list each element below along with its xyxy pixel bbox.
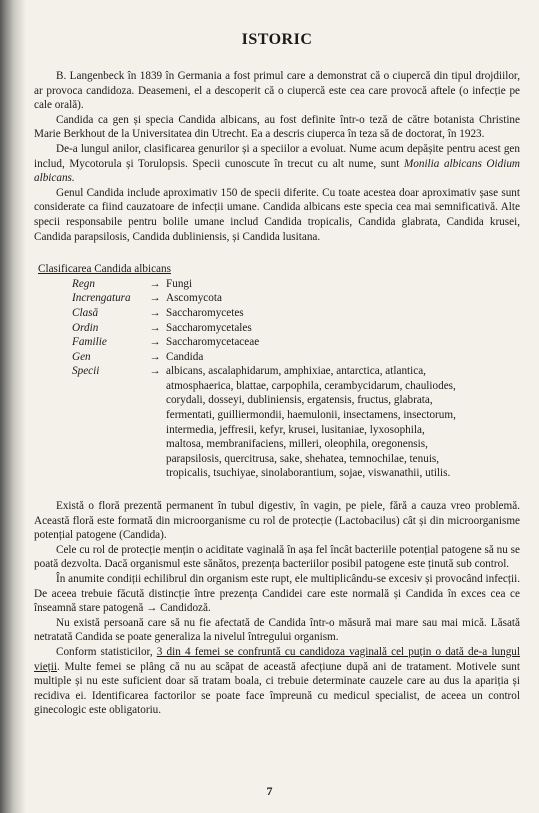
paragraph-statistics [34, 645, 520, 718]
paragraph-everyone-affected: Nu există persoană care să nu fie afectată de Candida într-o măsură mai mare sau mai mică. Lăsată netratată Candida se poate generaliza la nivelul întregului organism. [34, 616, 520, 644]
paragraph-protection: Cele cu rol de protecție mențin o aciditate vaginală în așa fel încât bacteriile potențial patogene să nu se poată dezvolta. Dacă organismul este sănătos, prezența bacteriilor posibil patogene este ținută sub control. [34, 543, 520, 571]
classification-row [34, 277, 520, 292]
classification-row-species [34, 364, 520, 481]
arrow-icon: → [149, 277, 161, 290]
statistics-start: Conform statisticilor, [56, 645, 157, 658]
rank-label: Specii [72, 365, 100, 378]
classification-block [34, 262, 520, 481]
paragraph-genus-species: Genul Candida include aproximativ 150 de specii diferite. Cu toate acestea doar aproximativ șase sunt considerate ca fiind cauzatoare de infecții umane. Candida albicans este specia cea mai semnificativă. Alte specii responsabile pentru bolile umane includ Candida tropicalis, Candida glabrata, Candida krusei, Candida parapsilosis, Candida dubliniensis, și Candida lusitana. [34, 186, 520, 243]
rank-label: Regn [72, 277, 95, 290]
paragraph-langenbeck: B. Langenbeck în 1839 în Germania a fost primul care a demonstrat că o ciupercă din tipul drojdiilor, ar provoca candidoza. Deasemeni, el a descoperit că o ciupercă este cea care provocă aftele (o infecție pe cale orală). [34, 70, 520, 112]
rank-value: Saccharomycetaceae [166, 336, 260, 349]
arrow-icon: → [149, 292, 161, 305]
rank-label: Clasă [72, 306, 99, 319]
arrow-icon: → [149, 350, 161, 363]
classification-title: Clasificarea Candida albicans [38, 263, 171, 276]
rank-label: Increngatura [72, 292, 131, 305]
arrow-icon: → [149, 365, 161, 378]
rank-value: Fungi [166, 277, 193, 290]
paragraph-flora: Există o floră prezentă permanent în tubul digestiv, în vagin, pe piele, fără a cauza vreo problemă. Această floră este formată din microorganisme cu rol de protecție (Lactobacilus) cât și din microorganisme potențial patogene (Candida). [34, 500, 520, 542]
rank-label: Familie [72, 336, 107, 349]
rank-value: Saccharomycetes [166, 306, 244, 319]
paragraph-berkhout: Candida ca gen și specia Candida albicans, au fost definite într-o teză de către botanista Christine Marie Berkhout de la Universitatea din Utrecht. Ea a descris ciuperca în teza să de doctorat, în 1923. [34, 113, 520, 141]
rank-label: Ordin [72, 321, 99, 334]
classification-row [34, 321, 520, 336]
arrow-icon: → [149, 336, 161, 349]
page-title: ISTORIC [241, 31, 313, 48]
rank-value: Saccharomycetales [166, 321, 252, 334]
classification-row [34, 350, 520, 365]
paragraph-classification-evolution [34, 142, 520, 186]
classification-row [34, 335, 520, 350]
species-list: albicans, ascalaphidarum, amphixiae, antarctica, atlantica, atmosphaerica, blattae, carpophila, cerambycidarum, chauliodes, corydali, dosseyi, dubliniensis, ergatensis, fructus, glabrata, fermentati, guilliermondii, haemulonii, insectamens, insectorum, intermedia, jeffresii, kefyr, krusei, lusitaniae, lyxosophila, maltosa, membranifaciens, milleri, oleophila, oregonensis, parapsilosis, quercitrusa, sake, shehatea, temnochilae, tenuis, tropicalis, tsuchiyae, sinolaborantium, sojae, viswanathii, utilis. [166, 365, 456, 480]
rank-value: Candida [166, 350, 204, 363]
paragraph-classification-text: De-a lungul anilor, clasificarea genurilor și a speciilor a evoluat. Nume acum depășite pentru acest gen includ, Mycotorula și Torulopsis. Specii cunoscute în trecut cu alt nume, sunt [34, 142, 520, 170]
arrow-icon: → [149, 321, 161, 334]
statistics-end: . Multe femei se plâng că nu au scăpat de această afecțiune după ani de tratament. Motivele sunt multiple și nu este suficient doar să tratam boala, ci trebuie determinate cauzele care au dus la apariția și recidiva ei. Identificarea factorilor se poate face împreună cu medicul specialist, de aceea un control ginecologic este obligatoriu. [34, 660, 520, 717]
rank-label: Gen [72, 350, 91, 363]
paragraph-classification-italic: Monilia albicans Oidium albicans. [34, 157, 520, 185]
page-number: 7 [266, 784, 273, 798]
paragraph-imbalance: În anumite condiții echilibrul din organism este rupt, ele multiplicându-se excesiv și provocând infecții. De aceea trebuie făcută distincție între prezența Candidei care este normală și Candida în exces cea ce înseamnă stare patogenă → Candidoză. [34, 573, 520, 615]
rank-value: Ascomycota [166, 292, 222, 305]
statistics-highlight: 3 din 4 femei se confruntă cu candidoza vaginală cel puțin o dată de-a lungul vieții [34, 645, 520, 673]
classification-row [34, 291, 520, 306]
document-page [34, 28, 520, 718]
arrow-icon: → [149, 306, 161, 319]
scan-shadow-edge [0, 0, 26, 813]
classification-row [34, 306, 520, 321]
